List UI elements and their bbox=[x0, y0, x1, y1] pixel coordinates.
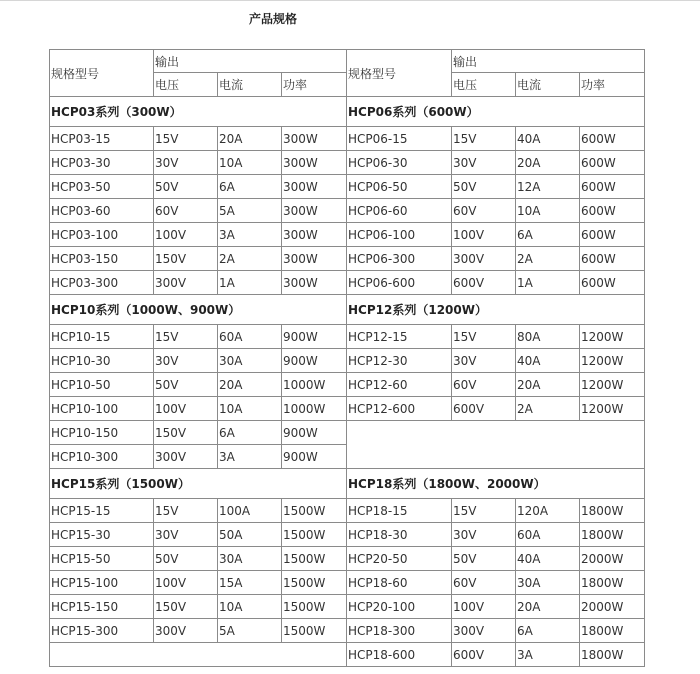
voltage-cell: 50V bbox=[452, 175, 516, 199]
power-cell: 600W bbox=[580, 271, 645, 295]
voltage-cell: 60V bbox=[452, 373, 516, 397]
model-cell: HCP06-100 bbox=[347, 223, 452, 247]
model-cell: HCP10-50 bbox=[50, 373, 154, 397]
model-cell: HCP03-50 bbox=[50, 175, 154, 199]
power-cell: 300W bbox=[282, 247, 347, 271]
power-cell: 1500W bbox=[282, 523, 347, 547]
current-cell: 1A bbox=[516, 271, 580, 295]
voltage-cell: 60V bbox=[452, 571, 516, 595]
voltage-cell: 50V bbox=[452, 547, 516, 571]
model-cell: HCP18-15 bbox=[347, 499, 452, 523]
current-cell: 100A bbox=[218, 499, 282, 523]
power-cell: 2000W bbox=[580, 595, 645, 619]
model-cell: HCP20-100 bbox=[347, 595, 452, 619]
power-cell: 900W bbox=[282, 421, 347, 445]
series-title: HCP03系列（300W） bbox=[50, 97, 347, 127]
model-cell: HCP10-100 bbox=[50, 397, 154, 421]
empty-cell bbox=[50, 643, 347, 667]
current-cell: 6A bbox=[218, 421, 282, 445]
current-cell: 40A bbox=[516, 127, 580, 151]
power-cell: 300W bbox=[282, 223, 347, 247]
voltage-cell: 50V bbox=[154, 547, 218, 571]
current-cell: 60A bbox=[516, 523, 580, 547]
current-cell: 3A bbox=[516, 643, 580, 667]
header-voltage: 电压 bbox=[154, 73, 218, 97]
power-cell: 300W bbox=[282, 151, 347, 175]
current-cell: 6A bbox=[516, 223, 580, 247]
voltage-cell: 300V bbox=[452, 247, 516, 271]
table-row bbox=[50, 199, 645, 223]
model-cell: HCP15-30 bbox=[50, 523, 154, 547]
power-cell: 1800W bbox=[580, 643, 645, 667]
table-row bbox=[50, 499, 645, 523]
voltage-cell: 15V bbox=[154, 127, 218, 151]
voltage-cell: 100V bbox=[154, 223, 218, 247]
power-cell: 1500W bbox=[282, 547, 347, 571]
current-cell: 15A bbox=[218, 571, 282, 595]
power-cell: 1800W bbox=[580, 523, 645, 547]
current-cell: 50A bbox=[218, 523, 282, 547]
power-cell: 1000W bbox=[282, 397, 347, 421]
voltage-cell: 15V bbox=[154, 499, 218, 523]
voltage-cell: 30V bbox=[452, 349, 516, 373]
voltage-cell: 30V bbox=[452, 523, 516, 547]
voltage-cell: 100V bbox=[452, 595, 516, 619]
table-row bbox=[50, 373, 645, 397]
current-cell: 2A bbox=[516, 247, 580, 271]
model-cell: HCP15-300 bbox=[50, 619, 154, 643]
model-cell: HCP03-100 bbox=[50, 223, 154, 247]
series-title: HCP18系列（1800W、2000W） bbox=[347, 469, 645, 499]
power-cell: 1800W bbox=[580, 619, 645, 643]
table-row bbox=[50, 151, 645, 175]
header-current: 电流 bbox=[218, 73, 282, 97]
current-cell: 30A bbox=[218, 349, 282, 373]
power-cell: 300W bbox=[282, 175, 347, 199]
table-row bbox=[50, 643, 645, 667]
voltage-cell: 15V bbox=[452, 499, 516, 523]
series-title-row bbox=[50, 97, 645, 127]
header-model: 规格型号 bbox=[50, 50, 154, 97]
power-cell: 900W bbox=[282, 325, 347, 349]
model-cell: HCP06-600 bbox=[347, 271, 452, 295]
header-model: 规格型号 bbox=[347, 50, 452, 97]
power-cell: 1500W bbox=[282, 571, 347, 595]
power-cell: 600W bbox=[580, 247, 645, 271]
table-row bbox=[50, 595, 645, 619]
current-cell: 60A bbox=[218, 325, 282, 349]
voltage-cell: 600V bbox=[452, 271, 516, 295]
current-cell: 20A bbox=[218, 127, 282, 151]
current-cell: 80A bbox=[516, 325, 580, 349]
voltage-cell: 15V bbox=[154, 325, 218, 349]
header-voltage: 电压 bbox=[452, 73, 516, 97]
current-cell: 30A bbox=[516, 571, 580, 595]
table-row bbox=[50, 247, 645, 271]
voltage-cell: 300V bbox=[154, 619, 218, 643]
power-cell: 600W bbox=[580, 127, 645, 151]
power-cell: 300W bbox=[282, 271, 347, 295]
power-cell: 900W bbox=[282, 349, 347, 373]
model-cell: HCP15-150 bbox=[50, 595, 154, 619]
voltage-cell: 300V bbox=[452, 619, 516, 643]
current-cell: 2A bbox=[218, 247, 282, 271]
voltage-cell: 15V bbox=[452, 325, 516, 349]
voltage-cell: 30V bbox=[452, 151, 516, 175]
table-row bbox=[50, 547, 645, 571]
power-cell: 600W bbox=[580, 199, 645, 223]
current-cell: 2A bbox=[516, 397, 580, 421]
model-cell: HCP10-150 bbox=[50, 421, 154, 445]
model-cell: HCP10-30 bbox=[50, 349, 154, 373]
current-cell: 20A bbox=[516, 151, 580, 175]
series-title-row bbox=[50, 469, 645, 499]
current-cell: 20A bbox=[516, 373, 580, 397]
series-title: HCP06系列（600W） bbox=[347, 97, 645, 127]
header-power: 功率 bbox=[580, 73, 645, 97]
power-cell: 600W bbox=[580, 175, 645, 199]
current-cell: 12A bbox=[516, 175, 580, 199]
model-cell: HCP06-15 bbox=[347, 127, 452, 151]
model-cell: HCP18-30 bbox=[347, 523, 452, 547]
current-cell: 10A bbox=[218, 595, 282, 619]
voltage-cell: 15V bbox=[452, 127, 516, 151]
table-row bbox=[50, 421, 645, 445]
model-cell: HCP06-30 bbox=[347, 151, 452, 175]
power-cell: 600W bbox=[580, 223, 645, 247]
power-cell: 1800W bbox=[580, 571, 645, 595]
current-cell: 5A bbox=[218, 199, 282, 223]
voltage-cell: 150V bbox=[154, 421, 218, 445]
current-cell: 30A bbox=[218, 547, 282, 571]
voltage-cell: 600V bbox=[452, 397, 516, 421]
empty-cell bbox=[347, 421, 645, 469]
current-cell: 6A bbox=[516, 619, 580, 643]
model-cell: HCP03-150 bbox=[50, 247, 154, 271]
current-cell: 10A bbox=[516, 199, 580, 223]
power-cell: 1800W bbox=[580, 499, 645, 523]
voltage-cell: 60V bbox=[154, 199, 218, 223]
top-divider bbox=[0, 0, 700, 1]
model-cell: HCP10-300 bbox=[50, 445, 154, 469]
model-cell: HCP06-300 bbox=[347, 247, 452, 271]
current-cell: 20A bbox=[218, 373, 282, 397]
current-cell: 3A bbox=[218, 223, 282, 247]
power-cell: 900W bbox=[282, 445, 347, 469]
voltage-cell: 100V bbox=[154, 397, 218, 421]
series-title: HCP12系列（1200W） bbox=[347, 295, 645, 325]
power-cell: 2000W bbox=[580, 547, 645, 571]
model-cell: HCP10-15 bbox=[50, 325, 154, 349]
power-cell: 1000W bbox=[282, 373, 347, 397]
model-cell: HCP12-600 bbox=[347, 397, 452, 421]
spec-table bbox=[49, 49, 645, 667]
page-title: 产品规格 bbox=[249, 12, 298, 26]
voltage-cell: 30V bbox=[154, 523, 218, 547]
series-title-row bbox=[50, 295, 645, 325]
power-cell: 600W bbox=[580, 151, 645, 175]
header-power: 功率 bbox=[282, 73, 347, 97]
series-title: HCP15系列（1500W） bbox=[50, 469, 347, 499]
header-output: 输出 bbox=[452, 50, 645, 73]
voltage-cell: 150V bbox=[154, 595, 218, 619]
table-row bbox=[50, 223, 645, 247]
table-row bbox=[50, 619, 645, 643]
voltage-cell: 30V bbox=[154, 349, 218, 373]
model-cell: HCP06-50 bbox=[347, 175, 452, 199]
power-cell: 1200W bbox=[580, 397, 645, 421]
current-cell: 6A bbox=[218, 175, 282, 199]
current-cell: 1A bbox=[218, 271, 282, 295]
voltage-cell: 50V bbox=[154, 175, 218, 199]
model-cell: HCP03-30 bbox=[50, 151, 154, 175]
model-cell: HCP06-60 bbox=[347, 199, 452, 223]
table-row bbox=[50, 127, 645, 151]
model-cell: HCP20-50 bbox=[347, 547, 452, 571]
current-cell: 20A bbox=[516, 595, 580, 619]
voltage-cell: 300V bbox=[154, 271, 218, 295]
model-cell: HCP03-60 bbox=[50, 199, 154, 223]
model-cell: HCP03-15 bbox=[50, 127, 154, 151]
voltage-cell: 300V bbox=[154, 445, 218, 469]
current-cell: 40A bbox=[516, 349, 580, 373]
power-cell: 1200W bbox=[580, 373, 645, 397]
model-cell: HCP15-100 bbox=[50, 571, 154, 595]
power-cell: 300W bbox=[282, 199, 347, 223]
power-cell: 1200W bbox=[580, 349, 645, 373]
header-output: 输出 bbox=[154, 50, 347, 73]
voltage-cell: 150V bbox=[154, 247, 218, 271]
voltage-cell: 60V bbox=[452, 199, 516, 223]
voltage-cell: 600V bbox=[452, 643, 516, 667]
current-cell: 5A bbox=[218, 619, 282, 643]
table-row bbox=[50, 397, 645, 421]
table-row bbox=[50, 175, 645, 199]
power-cell: 1500W bbox=[282, 499, 347, 523]
current-cell: 3A bbox=[218, 445, 282, 469]
model-cell: HCP15-50 bbox=[50, 547, 154, 571]
model-cell: HCP12-60 bbox=[347, 373, 452, 397]
table-row bbox=[50, 349, 645, 373]
current-cell: 120A bbox=[516, 499, 580, 523]
table-row bbox=[50, 325, 645, 349]
voltage-cell: 100V bbox=[154, 571, 218, 595]
voltage-cell: 100V bbox=[452, 223, 516, 247]
current-cell: 40A bbox=[516, 547, 580, 571]
power-cell: 1500W bbox=[282, 595, 347, 619]
table-row bbox=[50, 523, 645, 547]
power-cell: 1200W bbox=[580, 325, 645, 349]
current-cell: 10A bbox=[218, 397, 282, 421]
header-current: 电流 bbox=[516, 73, 580, 97]
voltage-cell: 30V bbox=[154, 151, 218, 175]
model-cell: HCP18-60 bbox=[347, 571, 452, 595]
model-cell: HCP18-300 bbox=[347, 619, 452, 643]
model-cell: HCP03-300 bbox=[50, 271, 154, 295]
current-cell: 10A bbox=[218, 151, 282, 175]
series-title: HCP10系列（1000W、900W） bbox=[50, 295, 347, 325]
voltage-cell: 50V bbox=[154, 373, 218, 397]
model-cell: HCP18-600 bbox=[347, 643, 452, 667]
power-cell: 1500W bbox=[282, 619, 347, 643]
model-cell: HCP15-15 bbox=[50, 499, 154, 523]
table-row bbox=[50, 271, 645, 295]
table-row bbox=[50, 571, 645, 595]
model-cell: HCP12-15 bbox=[347, 325, 452, 349]
power-cell: 300W bbox=[282, 127, 347, 151]
model-cell: HCP12-30 bbox=[347, 349, 452, 373]
